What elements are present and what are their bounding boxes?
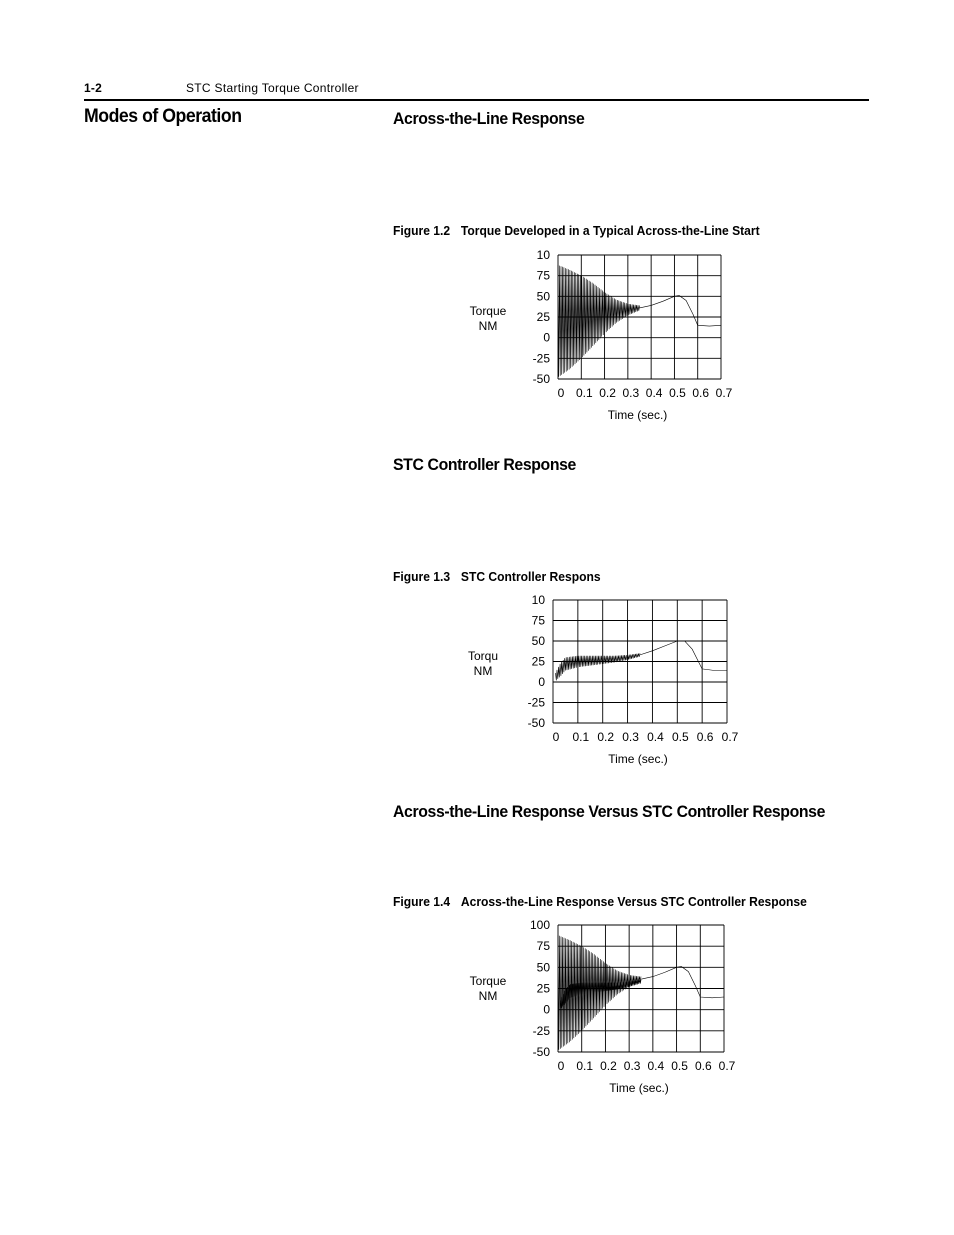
x-tick-label: 0.4 <box>647 1059 665 1073</box>
y-axis-label: NM <box>478 319 498 333</box>
x-tick-label: 0.1 <box>572 730 590 744</box>
x-tick-label: 0.6 <box>694 1059 712 1073</box>
section-heading-stc-controller: STC Controller Response <box>393 455 576 474</box>
x-axis-label: Time (sec.) <box>607 408 668 422</box>
torque-series-smooth <box>641 967 724 998</box>
running-title: STC Starting Torque Controller <box>186 81 359 95</box>
modes-of-operation-heading: Modes of Operation <box>84 106 242 127</box>
figure-title: Torque Developed in a Typical Across-the-Line Start <box>460 223 760 238</box>
x-tick-label: 0.2 <box>597 730 615 744</box>
x-axis-label: Time (sec.) <box>609 1081 669 1095</box>
y-tick-label: 0 <box>543 1002 550 1017</box>
y-tick-label: 50 <box>536 960 550 975</box>
x-tick-label: 0.6 <box>692 386 710 400</box>
y-tick-label: 0 <box>538 675 545 689</box>
x-tick-label: 0.3 <box>623 1059 641 1073</box>
y-tick-label: -50 <box>532 1045 550 1059</box>
torque-series-smooth <box>640 296 722 327</box>
y-tick-label: 10 <box>531 593 545 607</box>
x-axis-label: Time (sec.) <box>608 752 668 766</box>
page-number: 1-2 <box>84 81 102 95</box>
x-tick-label: 0.3 <box>622 386 640 400</box>
figure-number: Figure 1.2 <box>393 223 451 238</box>
header-rule <box>84 99 869 101</box>
y-tick-label: 25 <box>531 654 545 669</box>
x-tick-label: 0 <box>552 730 560 744</box>
x-tick-label: 0.2 <box>600 1059 617 1073</box>
torque-chart-across-the-line <box>460 245 760 430</box>
y-axis-label: Torque <box>469 304 507 318</box>
y-tick-label: 50 <box>531 634 545 648</box>
x-tick-label: 0.4 <box>645 386 663 400</box>
figure-caption-1-2 <box>393 223 760 238</box>
y-tick-label: 25 <box>536 310 550 324</box>
torque-series-oscillating <box>558 265 640 377</box>
x-tick-label: 0.7 <box>718 1059 736 1073</box>
x-tick-label: 0.3 <box>622 730 639 744</box>
section-heading-across-the-line: Across-the-Line Response <box>393 109 585 128</box>
x-tick-label: 0.5 <box>669 386 686 400</box>
y-tick-label: 0 <box>543 330 550 345</box>
y-tick-label: 50 <box>536 289 550 304</box>
figure-number: Figure 1.4 <box>393 894 451 909</box>
x-tick-label: 0 <box>557 1059 565 1073</box>
y-axis-label: NM <box>473 664 493 678</box>
y-tick-label: 75 <box>536 939 550 954</box>
x-tick-label: 0.7 <box>721 730 739 744</box>
torque-chart-comparison <box>460 915 760 1100</box>
y-tick-label: -25 <box>532 351 550 366</box>
torque-series-smooth <box>640 641 727 671</box>
figure-number: Figure 1.3 <box>393 569 451 584</box>
x-tick-label: 0.5 <box>671 730 689 744</box>
y-tick-label: 75 <box>536 268 550 283</box>
y-tick-label: -25 <box>527 695 545 710</box>
y-tick-label: 10 <box>536 248 550 262</box>
figure-title: Across-the-Line Response Versus STC Controller Response <box>460 894 807 909</box>
y-tick-label: 25 <box>536 981 550 996</box>
y-tick-label: -50 <box>532 372 550 386</box>
figure-caption-1-4 <box>393 894 807 909</box>
x-tick-label: 0.4 <box>647 730 664 744</box>
torque-chart-stc-controller <box>455 590 755 775</box>
y-axis-label: NM <box>478 989 498 1003</box>
figure-caption-1-3 <box>393 569 601 584</box>
y-axis-label: Torque <box>469 974 507 988</box>
x-tick-label: 0.2 <box>599 386 616 400</box>
y-tick-label: -25 <box>532 1023 550 1038</box>
y-tick-label: 100 <box>529 918 550 932</box>
x-tick-label: 0.7 <box>715 386 733 400</box>
x-tick-label: 0.1 <box>576 1059 594 1073</box>
section-heading-versus: Across-the-Line Response Versus STC Controller Response <box>393 802 825 821</box>
y-tick-label: 75 <box>531 613 545 628</box>
x-tick-label: 0.6 <box>696 730 714 744</box>
x-tick-label: 0 <box>557 386 565 400</box>
x-tick-label: 0.1 <box>575 386 593 400</box>
y-axis-label: Torqu <box>467 649 499 663</box>
x-tick-label: 0.5 <box>671 1059 688 1073</box>
figure-title: STC Controller Respons <box>460 569 601 584</box>
y-tick-label: -50 <box>527 716 545 730</box>
